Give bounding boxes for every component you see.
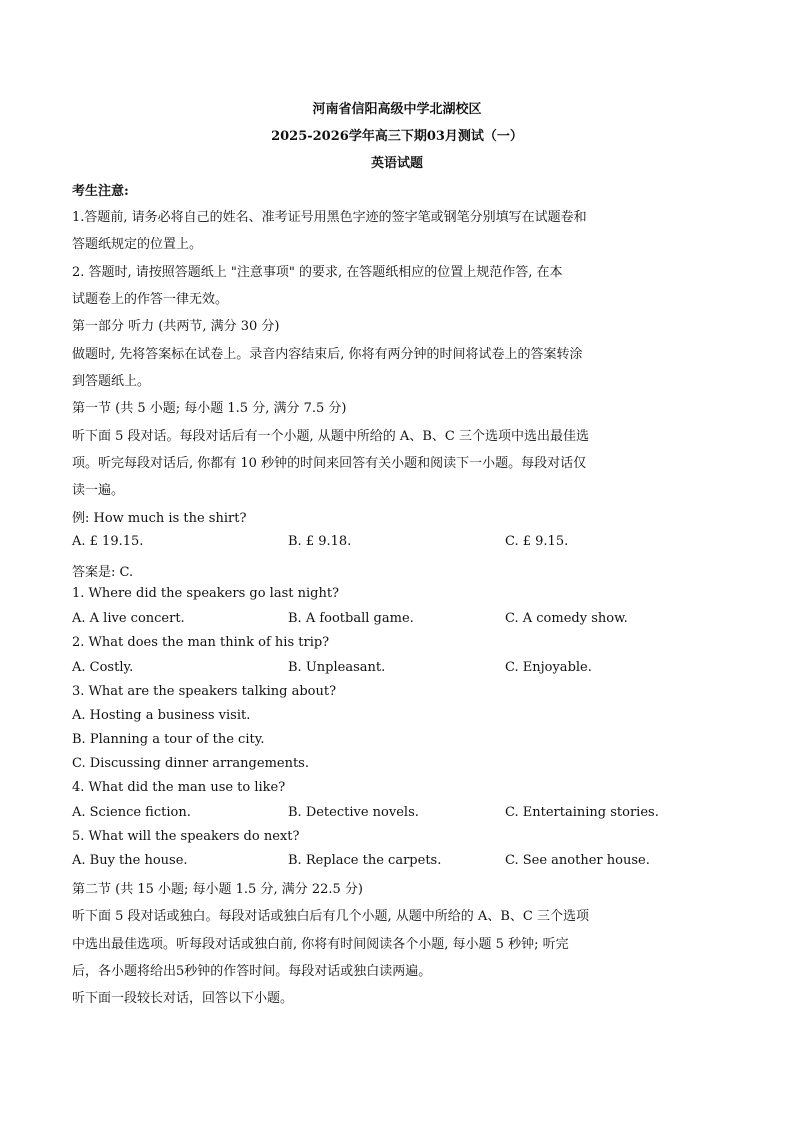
- question-1: 1. Where did the speakers go last night?: [72, 586, 340, 601]
- section1-intro-line-2: 项。听完每段对话后, 你都有 10 秒钟的时间来回答有关小题和阅读下一小题。每段对话仅: [72, 456, 587, 471]
- notice-item-1-line-1: 1.答题前, 请务必将自己的姓名、准考证号用黑色字迹的签字笔或钢笔分别填写在试题卷和: [72, 210, 587, 225]
- question-3-option-a: A. Hosting a business visit.: [72, 708, 251, 723]
- example-question: 例: How much is the shirt?: [72, 511, 247, 526]
- section2-intro-line-1: 听下面 5 段对话或独白。每段对话或独白后有几个小题, 从题中所给的 A、B、C 三个选项: [72, 909, 589, 924]
- question-4: 4. What did the man use to like?: [72, 780, 286, 795]
- question-2-option-c: C. Enjoyable.: [505, 660, 592, 675]
- section2-intro-line-3: 后，各小题将给出5秒钟的作答时间。每段对话或独白读两遍。: [72, 964, 432, 979]
- question-1-option-c: C. A comedy show.: [505, 611, 628, 626]
- subject-title: 英语试题: [370, 156, 423, 171]
- question-4-option-c: C. Entertaining stories.: [505, 805, 659, 820]
- question-5-option-c: C. See another house.: [505, 853, 650, 868]
- question-4-option-a: A. Science fiction.: [72, 805, 191, 820]
- section2-title: 第二节 (共 15 小题; 每小题 1.5 分, 满分 22.5 分): [72, 882, 364, 897]
- question-3-option-b: B. Planning a tour of the city.: [72, 732, 265, 747]
- part1-intro-line-1: 做题时, 先将答案标在试卷上。录音内容结束后, 你将有两分钟的时间将试卷上的答案转涂: [72, 347, 583, 362]
- question-1-option-b: B. A football game.: [288, 611, 414, 626]
- school-name: 河南省信阳高级中学北湖校区: [312, 102, 482, 117]
- example-option-a: A. £ 19.15.: [72, 534, 144, 549]
- part1-intro-line-2: 到答题纸上。: [72, 374, 151, 389]
- question-5: 5. What will the speakers do next?: [72, 829, 300, 844]
- notice-item-2-line-2: 试题卷上的作答一律无效。: [72, 292, 229, 307]
- question-1-option-a: A. A live concert.: [72, 611, 185, 626]
- notice-title: 考生注意:: [72, 184, 129, 199]
- question-2-option-a: A. Costly.: [72, 660, 134, 675]
- section1-title: 第一节 (共 5 小题; 每小题 1.5 分, 满分 7.5 分): [72, 401, 347, 416]
- example-option-b: B. £ 9.18.: [288, 534, 352, 549]
- section1-intro-line-3: 读一遍。: [72, 483, 125, 498]
- section1-intro-line-1: 听下面 5 段对话。每段对话后有一个小题, 从题中所给的 A、B、C 三个选项中选出最佳选: [72, 429, 589, 444]
- part1-title: 第一部分 听力 (共两节, 满分 30 分): [72, 319, 280, 334]
- question-5-option-b: B. Replace the carpets.: [288, 853, 442, 868]
- section2-intro-line-2: 中选出最佳选项。听每段对话或独白前, 你将有时间阅读各个小题, 每小题 5 秒钟; 听完: [72, 937, 569, 952]
- section2-intro-line-4: 听下面一段较长对话，回答以下小题。: [72, 991, 294, 1006]
- question-2: 2. What does the man think of his trip?: [72, 635, 330, 650]
- question-3-option-c: C. Discussing dinner arrangements.: [72, 756, 309, 771]
- exam-title: 2025-2026学年高三下期03月测试（一）: [271, 129, 523, 144]
- question-4-option-b: B. Detective novels.: [288, 805, 419, 820]
- notice-item-2-line-1: 2. 答题时, 请按照答题纸上 "注意事项" 的要求, 在答题纸相应的位置上规范作答, 在本: [72, 265, 563, 280]
- notice-item-1-line-2: 答题纸规定的位置上。: [72, 237, 203, 252]
- question-2-option-b: B. Unpleasant.: [288, 660, 386, 675]
- example-option-c: C. £ 9.15.: [505, 534, 569, 549]
- example-answer: 答案是: C.: [72, 565, 134, 580]
- question-5-option-a: A. Buy the house.: [72, 853, 188, 868]
- question-3: 3. What are the speakers talking about?: [72, 684, 337, 699]
